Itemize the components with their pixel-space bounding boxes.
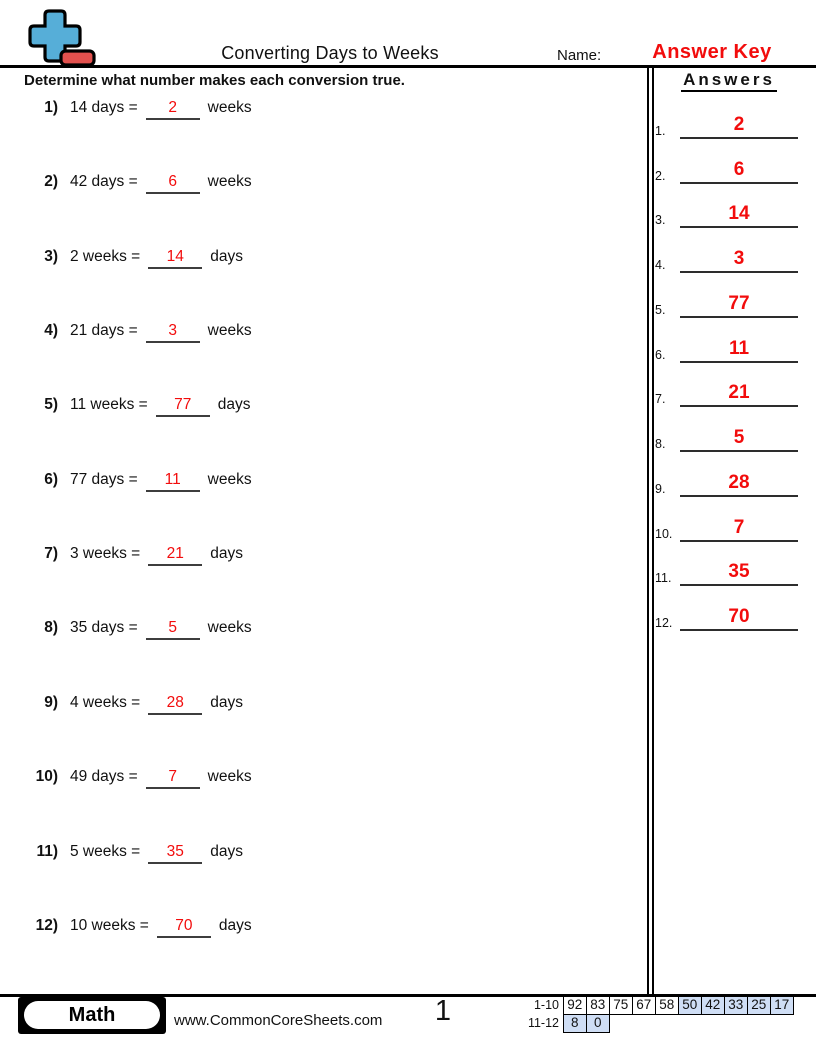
answer-value: 14: [680, 203, 798, 228]
answer-number: 12.: [655, 616, 673, 631]
header-rule: [0, 65, 816, 68]
answer-value: 77: [680, 293, 798, 318]
instruction-text: Determine what number makes each conversion true.: [24, 72, 405, 89]
question-answer-blank: 21: [148, 545, 202, 566]
subject-badge: [18, 997, 166, 1034]
question-number: 1): [44, 99, 58, 116]
answer-number: 6.: [655, 347, 666, 362]
question-row: [24, 173, 252, 199]
question-prefix: 42 days =: [70, 173, 138, 191]
answer-value: 2: [680, 114, 798, 139]
question-number: 3): [44, 247, 58, 265]
answers-heading: Answers: [656, 70, 802, 90]
score-cell: 33: [724, 996, 749, 1015]
question-answer-blank: 28: [148, 694, 202, 715]
question-suffix: days: [210, 545, 243, 563]
answer-row: [652, 371, 800, 407]
answer-number: 9.: [655, 481, 666, 496]
question-prefix: 2 weeks =: [70, 247, 141, 265]
question-suffix: days: [210, 247, 243, 265]
question-prefix: 49 days =: [70, 768, 138, 786]
score-row: [506, 996, 794, 1015]
question-row: [24, 694, 243, 720]
question-prefix: 77 days =: [70, 470, 138, 488]
question-number: 2): [44, 173, 58, 191]
question-number: 5): [44, 396, 58, 414]
question-row: [24, 99, 252, 125]
page-number: 1: [434, 995, 452, 1027]
question-number: 7): [44, 545, 58, 563]
question-row: [24, 843, 243, 869]
answer-row: [652, 103, 800, 139]
question-row: [24, 322, 252, 348]
question-number: 12): [35, 916, 58, 934]
answer-row: [652, 192, 800, 228]
answer-row: [652, 416, 800, 452]
score-table: [506, 996, 794, 1033]
question-prefix: 21 days =: [70, 322, 138, 340]
answer-number: 8.: [655, 437, 666, 452]
question-suffix: weeks: [207, 99, 252, 116]
answer-value: 11: [680, 338, 798, 363]
question-answer-blank: 3: [146, 322, 200, 343]
answer-value: 70: [680, 606, 798, 631]
answer-row: [652, 148, 800, 184]
question-row: [24, 917, 252, 943]
answer-row: [652, 461, 800, 497]
question-answer-blank: 14: [148, 248, 202, 269]
answer-row: [652, 237, 800, 273]
question-answer-blank: 77: [156, 396, 210, 417]
score-cell: 67: [632, 996, 657, 1015]
question-row: [24, 619, 252, 645]
question-number: 6): [44, 470, 58, 488]
score-cell: 83: [586, 996, 611, 1015]
question-answer-blank: 70: [157, 917, 211, 938]
answer-value: 7: [680, 517, 798, 542]
answer-row: [652, 282, 800, 318]
score-row-label: 1-10: [533, 998, 559, 1012]
answer-row: [652, 327, 800, 363]
question-answer-blank: 6: [146, 173, 200, 194]
answer-number: 4.: [655, 258, 666, 273]
question-number: 9): [44, 693, 58, 711]
answer-row: [652, 506, 800, 542]
question-row: [24, 396, 250, 422]
score-cell: 17: [770, 996, 795, 1015]
answer-number: 3.: [655, 213, 666, 228]
name-label: Name:: [557, 47, 602, 64]
answer-value: 6: [680, 159, 798, 184]
question-answer-blank: 5: [146, 619, 200, 640]
question-answer-blank: 2: [146, 99, 200, 120]
score-cell: 92: [563, 996, 588, 1015]
commoncoresheets-logo: [24, 8, 96, 73]
question-row: [24, 768, 252, 794]
answer-number: 1.: [655, 124, 666, 138]
question-suffix: days: [218, 916, 252, 934]
score-cell: 75: [609, 996, 634, 1015]
question-row: [24, 545, 243, 571]
answer-value: 21: [680, 382, 798, 407]
question-prefix: 3 weeks =: [70, 545, 141, 563]
plus-minus-logo-icon: [24, 8, 96, 68]
question-answer-blank: 35: [148, 843, 202, 864]
question-row: [24, 471, 252, 497]
question-suffix: weeks: [207, 619, 252, 637]
answer-key-label: Answer Key: [652, 41, 772, 63]
score-cell: 50: [678, 996, 703, 1015]
question-suffix: weeks: [207, 322, 252, 340]
answer-number: 5.: [655, 302, 666, 317]
answer-row: [652, 595, 800, 631]
answer-row: [652, 550, 800, 586]
question-row: [24, 248, 243, 274]
score-cell: 42: [701, 996, 726, 1015]
question-suffix: weeks: [207, 470, 252, 488]
question-suffix: days: [210, 693, 243, 711]
answer-number: 7.: [655, 392, 666, 407]
score-row: [506, 1014, 794, 1033]
question-answer-blank: 7: [146, 768, 200, 789]
answer-value: 5: [680, 427, 798, 452]
score-cell: 25: [747, 996, 772, 1015]
question-number: 8): [44, 619, 58, 637]
answer-value: 35: [680, 561, 798, 586]
question-suffix: days: [217, 396, 251, 414]
subject-label: Math: [24, 1001, 160, 1029]
score-cell: 0: [586, 1014, 611, 1033]
answer-number: 11.: [655, 571, 672, 586]
score-cell: 8: [563, 1014, 588, 1033]
answer-number: 10.: [655, 526, 673, 541]
score-row-label: 11-12: [527, 1015, 559, 1030]
page-title: Converting Days to Weeks: [221, 43, 439, 63]
question-number: 4): [44, 322, 58, 340]
question-prefix: 10 weeks =: [70, 916, 149, 934]
question-prefix: 35 days =: [70, 619, 138, 637]
question-suffix: days: [210, 842, 243, 860]
question-prefix: 11 weeks =: [70, 396, 148, 414]
question-suffix: weeks: [207, 768, 252, 786]
minus-icon: [61, 51, 94, 65]
website-text: www.CommonCoreSheets.com: [174, 1012, 383, 1029]
question-number: 10): [35, 768, 58, 786]
score-cell: 58: [655, 996, 680, 1015]
question-prefix: 5 weeks =: [70, 842, 141, 860]
answer-value: 3: [680, 248, 798, 273]
question-answer-blank: 11: [146, 471, 200, 492]
question-prefix: 4 weeks =: [70, 693, 141, 711]
answer-value: 28: [680, 472, 798, 497]
question-suffix: weeks: [207, 173, 252, 191]
answer-number: 2.: [655, 168, 666, 183]
question-prefix: 14 days =: [70, 99, 138, 116]
question-number: 11): [36, 842, 58, 860]
